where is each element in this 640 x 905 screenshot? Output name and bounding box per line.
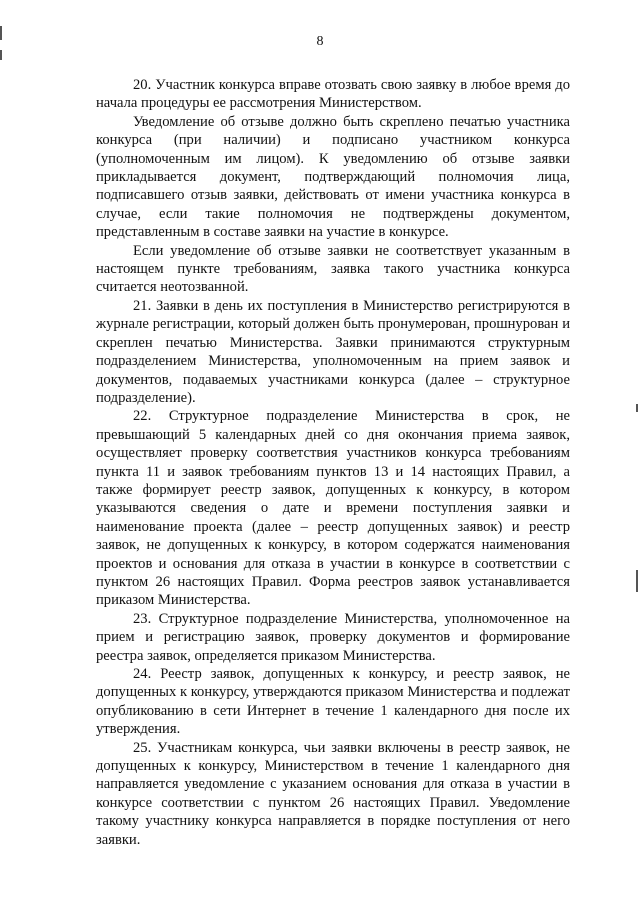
paragraph-withdrawal-notice: Уведомление об отзыве должно быть скреплено печатью участника конкурса (при наличии) и подписано участником конкурса (уполномоченным им лицом). К уведомлению об отзыве заявки прикладывается документ, подтверждающий полномочия лица, подписавшего отзыв заявки, действовать от имени участника конкурса в случае, если такие полномочия не подтверждены документом, представленным в составе заявки на участие в конкурсе. [96,113,570,241]
paragraph-item-25: 25. Участникам конкурса, чьи заявки включены в реестр заявок, не допущенных к конкурсу, Министерством в течение 1 календарного дня направляется уведомление с указанием основания для отказа в участии в конкурсе соответствии с пунктом 26 настоящих Правил. Уведомление такому участнику конкурса направляется в порядке поступления от него заявки. [96,739,570,848]
scan-edge-mark [636,404,638,412]
paragraph-item-20: 20. Участник конкурса вправе отозвать свою заявку в любое время до начала процедуры ее рассмотрения Министерством. [96,77,570,112]
paragraph-item-23: 23. Структурное подразделение Министерства, уполномоченное на прием и регистрацию заявок, проверку документов и формирование реестра заявок, определяется приказом Министерства. [96,610,570,664]
page-number: 8 [316,34,324,49]
paragraph-withdrawal-noncompliance: Если уведомление об отзыве заявки не соответствует указанным в настоящем пункте требованиям, заявка такого участника конкурса считается неотозванной. [96,242,570,296]
document-body [96,76,570,849]
paragraph-item-21: 21. Заявки в день их поступления в Министерство регистрируются в журнале регистрации, который должен быть пронумерован, прошнурован и скреплен печатью Министерства. Заявки принимаются структурным подразделением Министерства, уполномоченным на прием заявок и документов, подаваемых участниками конкурса (далее – структурное подразделение). [96,297,570,406]
scan-edge-mark [0,50,2,60]
scan-edge-mark [636,570,638,592]
paragraph-item-22: 22. Структурное подразделение Министерства в срок, не превышающий 5 календарных дней со дня окончания приема заявок, осуществляет проверку соответствия участников конкурса требованиям пункта 11 и заявок требованиям пунктов 13 и 14 настоящих Правил, а также формирует реестр заявок, допущенных к конкурсу, в котором указываются сведения о дате и времени поступления заявки и наименование проекта (далее – реестр допущенных заявок) и реестр заявок, не допущенных к конкурсу, в котором содержатся наименования проектов и основания для отказа в участии в конкурсе в соответствии с пунктом 26 настоящих Правил. Форма реестров заявок устанавливается приказом Министерства. [96,408,570,609]
paragraph-item-24: 24. Реестр заявок, допущенных к конкурсу, и реестр заявок, не допущенных к конкурсу, утверждаются приказом Министерства и подлежат опубликованию в сети Интернет в течение 1 календарного дня после их утверждения. [96,666,570,738]
